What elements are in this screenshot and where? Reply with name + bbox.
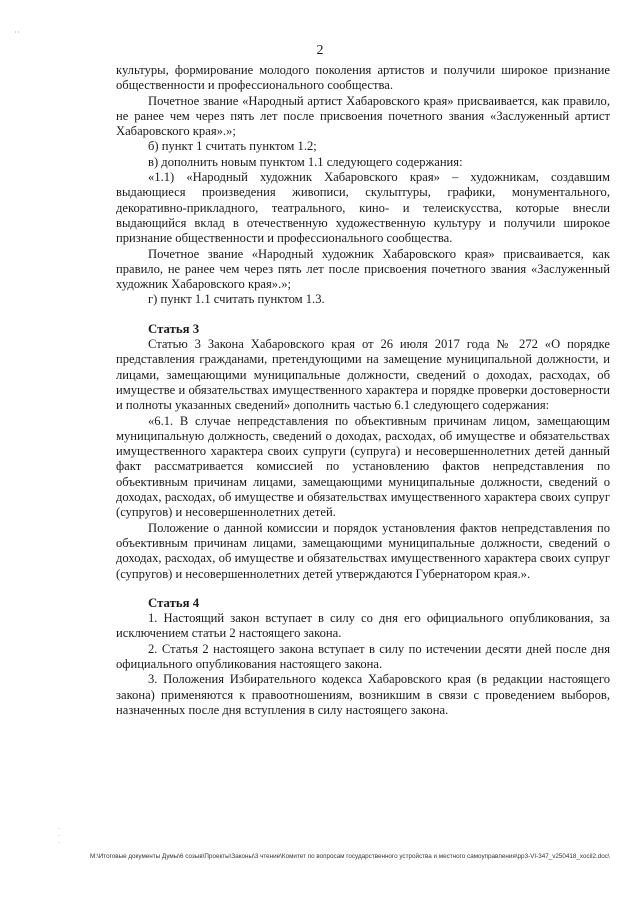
article-heading: Статья 4 (148, 595, 200, 610)
paragraph: 2. Статья 2 настоящего закона вступает в силу по истечении десяти дней после дня официального опубликования настоящего закона. (116, 641, 610, 671)
paragraph: культуры, формирование молодого поколения артистов и получили широкое признание общественности и профессионального сообщества. (116, 63, 610, 93)
paragraph: «6.1. В случае непредставления по объективным причинам лицом, замещающим муниципальную должность, сведений о доходах, расходах, об имуществе и обязательствах имущественного характера своих супруги (супруга) и несовершеннолетних детей данный факт рассматривается комиссией по установлению фактов непредставления по объективным причинам лицами, замещающими муниципальные должности, сведений о доходах, расходах, об имуществе и обязательствах имущественного характера своих супруг (супругов) и несовершеннолетних детей. (116, 413, 610, 520)
scan-dots: · · · (58, 825, 61, 847)
article-heading: Статья 3 (148, 321, 200, 336)
paragraph: 3. Положения Избирательного кодекса Хабаровского края (в редакции настоящего закона) применяются к правоотношениям, возникшим в связи с проведением выборов, назначенных после дня вступления в силу настоящего закона. (116, 672, 610, 717)
paragraph: Почетное звание «Народный художник Хабаровского края» присваивается, как правило, не ранее чем через пять лет после присвоения почетного звания «Заслуженный художник Хабаровского края».»; (116, 246, 610, 292)
document-body (116, 63, 610, 718)
page-number: 2 (316, 43, 324, 58)
paragraph: б) пункт 1 считать пунктом 1.2; (148, 139, 317, 154)
file-path-footer: M:\Итоговые документы Думы\6 созыв\Проекты\Законы\3 чтение\Комитет по вопросам государственного устройства и местного самоуправления\pp3-VI-347_v250418_xocil2.doc\ (90, 853, 610, 860)
paragraph: в) дополнить новым пунктом 1.1 следующего содержания: (148, 154, 463, 169)
paragraph: Положение о данной комиссии и порядок установления фактов непредставления по объективным причинам лицами, замещающими муниципальные должности, сведений о доходах, расходах, об имуществе и обязательствах имущественного характера своих супруг (супругов) и несовершеннолетних детей утверждаются Губернатором края.». (116, 520, 610, 581)
paragraph: 1. Настоящий закон вступает в силу со дня его официального опубликования, за исключением статьи 2 настоящего закона. (116, 611, 610, 641)
paragraph: «1.1) «Народный художник Хабаровского края» – художникам, создавшим выдающиеся произведения живописи, скульптуры, графики, монументального, декоративно-прикладного, театрального, кино- и телеискусства, которые внесли выдающийся вклад в отечественную художественную культуру и получили широкое признание общественности и профессионального сообщества. (116, 170, 610, 246)
paragraph: Статью 3 Закона Хабаровского края от 26 июля 2017 года № 272 «О порядке представления гражданами, претендующими на замещение муниципальной должности, и лицами, замещающими муниципальные должности, сведений о доходах, расходах, об имуществе и обязательствах имущественного характера и порядке проверки достоверности и полноты указанных сведений» дополнить частью 6.1 следующего содержания: (116, 337, 610, 413)
paragraph: Почетное звание «Народный артист Хабаровского края» присваивается, как правило, не ранее чем через пять лет после присвоения почетного звания «Заслуженный артист Хабаровского края».»; (116, 93, 610, 139)
paragraph: г) пункт 1.1 считать пунктом 1.3. (148, 292, 325, 307)
scan-mark: ˙˙ (14, 30, 20, 40)
